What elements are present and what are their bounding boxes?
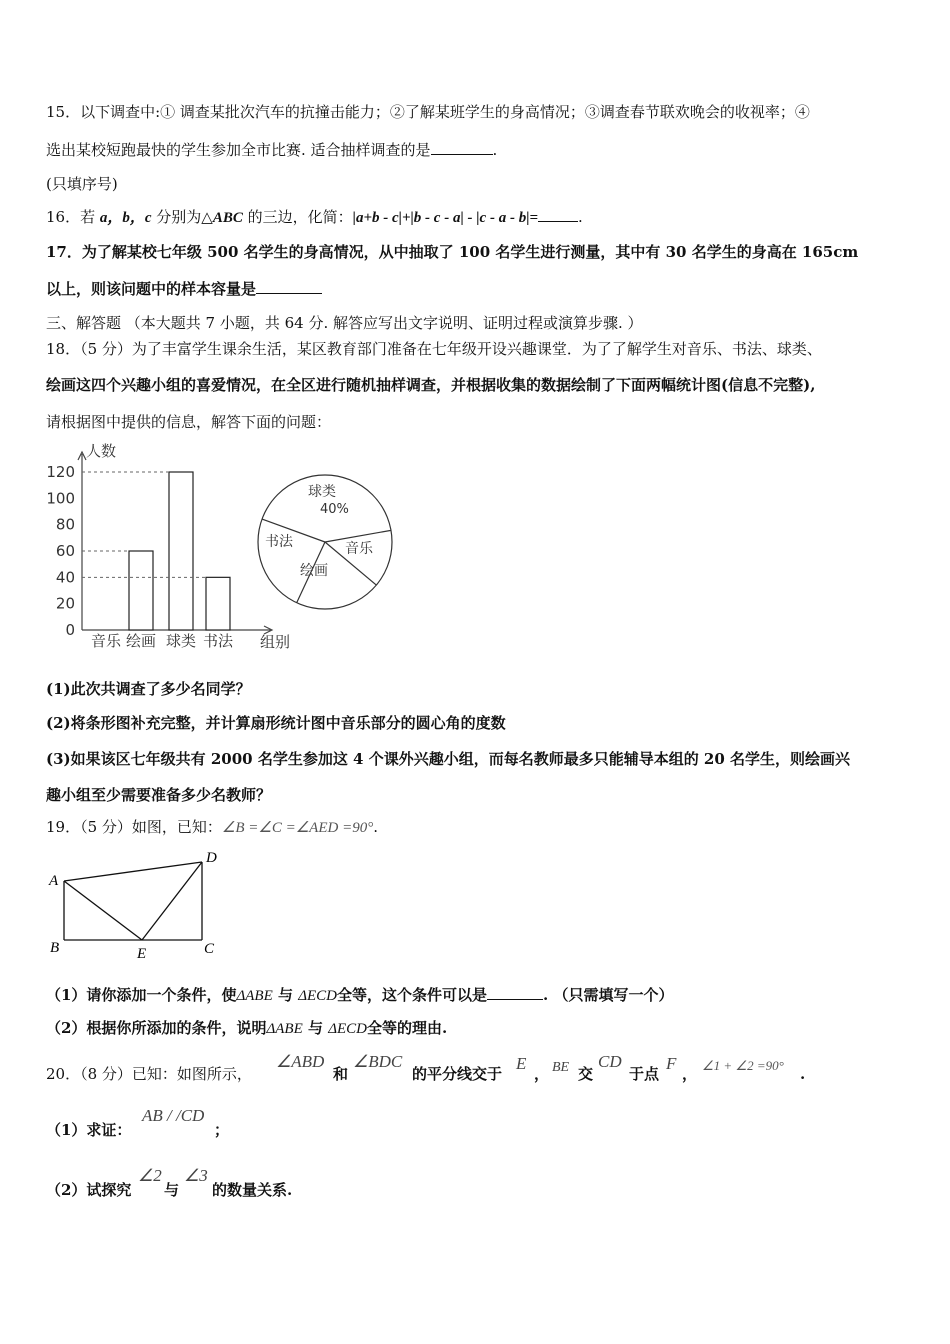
q18-part2: (2)将条形图补充完整，并计算扇形统计图中音乐部分的圆心角的度数: [46, 714, 506, 732]
point-d-label: D: [206, 850, 217, 866]
point-a-label: A: [49, 873, 59, 889]
y-tick-label: 80: [55, 515, 75, 534]
q16-answer-blank: [538, 221, 578, 222]
q17-answer-blank: [256, 293, 322, 294]
pie-label-绘画: 绘画: [300, 563, 328, 579]
q17-line1: 17．为了解某校七年级 500 名学生的身高情况，从中抽取了 100 名学生进行测量，其中有 30 名学生的身高在 165cm: [46, 243, 859, 261]
y-tick-label: 60: [55, 542, 75, 560]
y-tick-label: 120: [46, 463, 75, 481]
q19-answer-blank: [487, 999, 543, 1000]
q18-line1: 18．（5 分）为了丰富学生课余生活，某区教育部门准备在七年级开设兴趣课堂．为了了解学生对音乐、书法、球类、: [46, 340, 822, 358]
y-tick-label: 0: [65, 621, 75, 639]
point-b-label: B: [50, 940, 60, 956]
x-category-label: 绘画: [125, 632, 157, 650]
q16: 16．若 a，b，c 分别为△ABC 的三边，化简：|a+b - c|+|b - c - a| - |c - a - b|= .: [46, 208, 583, 226]
x-category-label: 球类: [165, 632, 197, 650]
section-3-heading: 三、解答题 （本大题共 7 小题，共 64 分. 解答应写出文字说明、证明过程或演算步骤. ）: [46, 314, 643, 332]
pie-label-音乐: 音乐: [345, 541, 373, 557]
pie-percent-label: 40%: [320, 502, 349, 517]
q19-header: 19．（5 分）如图，已知：∠B =∠C =∠AED =90°.: [46, 818, 378, 836]
x-axis-label: 组别: [260, 633, 291, 651]
q18-part1: (1)此次共调查了多少名同学？: [46, 680, 251, 698]
q16-expression: |a+b - c|+|b - c - a| - |c - a - b|=: [352, 210, 539, 226]
bar-书法: [206, 577, 230, 630]
q19-condition: ∠B =∠C =∠AED =90°: [221, 820, 374, 836]
q15-answer-blank: [431, 154, 493, 155]
q19-part2: （2）根据你所添加的条件，说明ΔABE 与 ΔECD全等的理由.: [46, 1019, 448, 1037]
y-tick-label: 40: [55, 568, 75, 587]
pie-chart: [250, 468, 400, 618]
x-category-label: 书法: [202, 632, 234, 650]
x-category-label: 音乐: [90, 632, 122, 650]
q19-part1: （1）请你添加一个条件，使ΔABE 与 ΔECD全等，这个条件可以是 . （只需填写一个）: [46, 986, 674, 1004]
q15-line1: 15．以下调查中:① 调查某批次汽车的抗撞击能力；②了解某班学生的身高情况；③调查春节联欢晚会的收视率；④: [46, 103, 810, 121]
point-e-label: E: [137, 946, 147, 962]
y-tick-label: 100: [46, 489, 75, 508]
point-c-label: C: [204, 941, 215, 957]
bar-球类: [169, 472, 193, 630]
q18-line2: 绘画这四个兴趣小组的喜爱情况，在全区进行随机抽样调查，并根据收集的数据绘制了下面两幅统计图(信息不完整),: [46, 376, 816, 394]
q19-figure: [44, 845, 234, 965]
pie-label-球类: 球类: [308, 484, 336, 500]
q18-part3-line2: 趣小组至少需要准备多少名教师？: [46, 786, 272, 804]
bar-绘画: [129, 551, 153, 630]
q18-part3-line1: (3)如果该区七年级共有 2000 名学生参加这 4 个课外兴趣小组，而每名教师最多只能辅导本组的 20 名学生，则绘画兴: [46, 750, 851, 768]
q15-note: (只填序号): [46, 175, 118, 193]
pie-label-书法: 书法: [265, 534, 293, 550]
y-axis-label: 人数: [86, 442, 117, 460]
q17-line2: 以上，则该问题中的样本容量是: [46, 279, 322, 299]
y-tick-label: 20: [55, 594, 75, 613]
q18-line3: 请根据图中提供的信息，解答下面的问题：: [46, 413, 332, 431]
q15-line2: 选出某校短跑最快的学生参加全市比赛. 适合抽样调查的是 .: [46, 141, 498, 159]
